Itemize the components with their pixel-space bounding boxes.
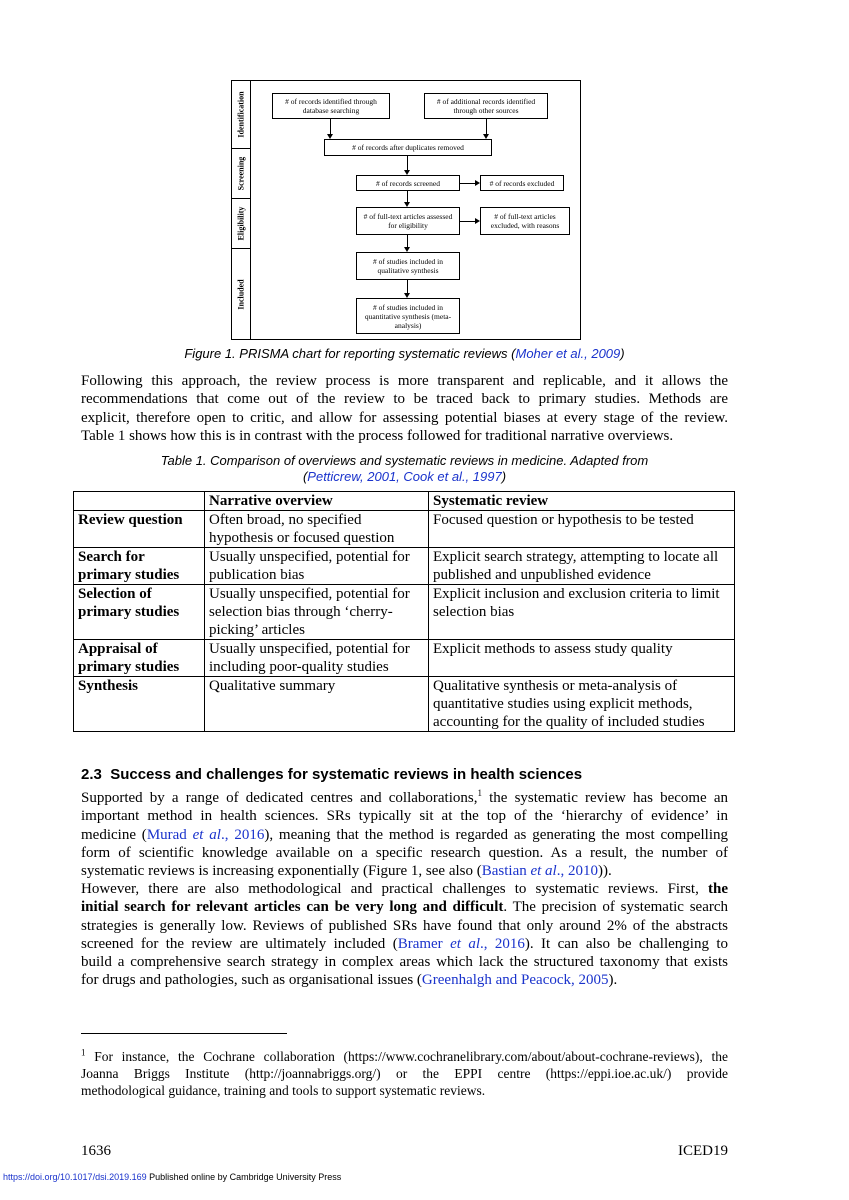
journal-name: ICED19 xyxy=(678,1143,728,1159)
header-systematic: Systematic review xyxy=(429,492,735,511)
box-fulltext-excluded: # of full-text articles excluded, with reasons xyxy=(480,207,570,235)
citation-link-bramer[interactable]: Bramer et al., 2016 xyxy=(397,935,525,952)
doi-link[interactable]: https://doi.org/10.1017/dsi.2019.169 xyxy=(3,1172,147,1182)
paragraph-2: Supported by a range of dedicated centres and collaborations,$^1$ the systematic review has become an important method in health sciences. SRs typically sit at the top of the ‘hierarchy of evidence’ in medicine (Murad et al., 2016), meaning that the method is regarded as generating the most compelling form of scientific knowledge available on a specific research question. As a result, the number of systematic reviews is increasing exponentially (Figure 1, see also (Bastian et al., 2010)). xyxy=(81,788,729,880)
phase-included: Included xyxy=(236,278,246,310)
box-records-excluded: # of records excluded xyxy=(480,175,564,191)
footnote-1: $^1$ For instance, the Cochrane collaboration (https://www.cochranelibrary.com/about/about-cochrane-reviews), the Joanna Briggs Institute (http://joannabriggs.org/) or the EPPI centre (https://eppi.ioe.ac.uk/) provide methodological guidance, training and tools to support systematic reviews. xyxy=(81,1047,728,1098)
comparison-table xyxy=(73,491,735,732)
box-fulltext-assessed: # of full-text articles assessed for eligibility xyxy=(356,207,460,235)
citation-link-murad[interactable]: Murad et al., 2016 xyxy=(146,826,265,843)
citation-link-greenhalgh[interactable]: Greenhalgh and Peacock, 2005 xyxy=(421,972,609,989)
header-narrative: Narrative overview xyxy=(205,492,429,511)
page-number: 1636 xyxy=(81,1143,111,1159)
doi-footer: https://doi.org/10.1017/dsi.2019.169 Published online by Cambridge University Press xyxy=(3,1172,342,1182)
footnote-divider xyxy=(81,1033,287,1034)
phase-column xyxy=(231,80,251,340)
table-row: Synthesis Qualitative summary Qualitative synthesis or meta-analysis of quantitative studies using explicit methods, accounting for the quality of included studies xyxy=(74,677,735,732)
box-quantitative: # of studies included in quantitative synthesis (meta-analysis) xyxy=(356,298,460,334)
box-other-sources: # of additional records identified through other sources xyxy=(424,93,548,119)
table-row: Appraisal of primary studies Usually unspecified, potential for including poor-quality studies Explicit methods to assess study quality xyxy=(74,640,735,677)
figure-caption: Figure 1. PRISMA chart for reporting systematic reviews (Moher et al., 2009) xyxy=(184,346,625,361)
footnote-ref[interactable]: 1 xyxy=(477,788,482,798)
table-row: Review question Often broad, no specified hypothesis or focused question Focused question or hypothesis to be tested xyxy=(74,511,735,548)
citation-link-bastian[interactable]: Bastian et al., 2010 xyxy=(481,863,598,880)
citation-link-moher[interactable]: Moher et al., 2009 xyxy=(515,346,621,361)
paragraph-1: Following this approach, the review process is more transparent and replicable, and it allows the recommendations that come out of the review to be traced back to primary studies. Methods are explicit, therefore open to critic, and allow for assessing potential biases at every stage of the review. Table 1 shows how this is in contrast with the process followed for traditional narrative overviews. xyxy=(81,373,728,444)
paragraph-3: However, there are also methodological and practical challenges to systematic reviews. First, the initial search for relevant articles can be very long and difficult. The precision of systematic search strategies is generally low. Reviews of published SRs have found that only around 2% of the abstracts screened for the review are ultimately included (Bramer et al., 2016). It can also be challenging to build a comprehensive search strategy in complex areas which lack the structured taxonomy that exists for drugs and pathologies, such as organisational issues (Greenhalgh and Peacock, 2005). xyxy=(81,881,729,989)
table-caption: Table 1. Comparison of overviews and systematic reviews in medicine. Adapted from (Petticrew, 2001, Cook et al., 1997) xyxy=(160,453,649,484)
table-row: Search for primary studies Usually unspecified, potential for publication bias Explicit search strategy, attempting to locate all published and unpublished evidence xyxy=(74,548,735,585)
header-empty xyxy=(74,492,205,511)
phase-eligibility: Eligibility xyxy=(236,206,246,240)
box-db-search: # of records identified through database searching xyxy=(272,93,390,119)
section-heading: 2.3 Success and challenges for systematic reviews in health sciences xyxy=(81,766,583,783)
citation-link-petticrew-cook[interactable]: Petticrew, 2001, Cook et al., 1997 xyxy=(307,469,502,484)
table-header-row xyxy=(74,492,735,511)
table-row: Selection of primary studies Usually unspecified, potential for selection bias through ‘cherry-picking’ articles Explicit inclusion and exclusion criteria to limit selection bias xyxy=(74,585,735,640)
box-qualitative: # of studies included in qualitative synthesis xyxy=(356,252,460,280)
box-records-screened: # of records screened xyxy=(356,175,460,191)
phase-screening: Screening xyxy=(236,156,246,190)
box-duplicates-removed: # of records after duplicates removed xyxy=(324,139,492,156)
phase-identification: Identification xyxy=(236,90,246,138)
